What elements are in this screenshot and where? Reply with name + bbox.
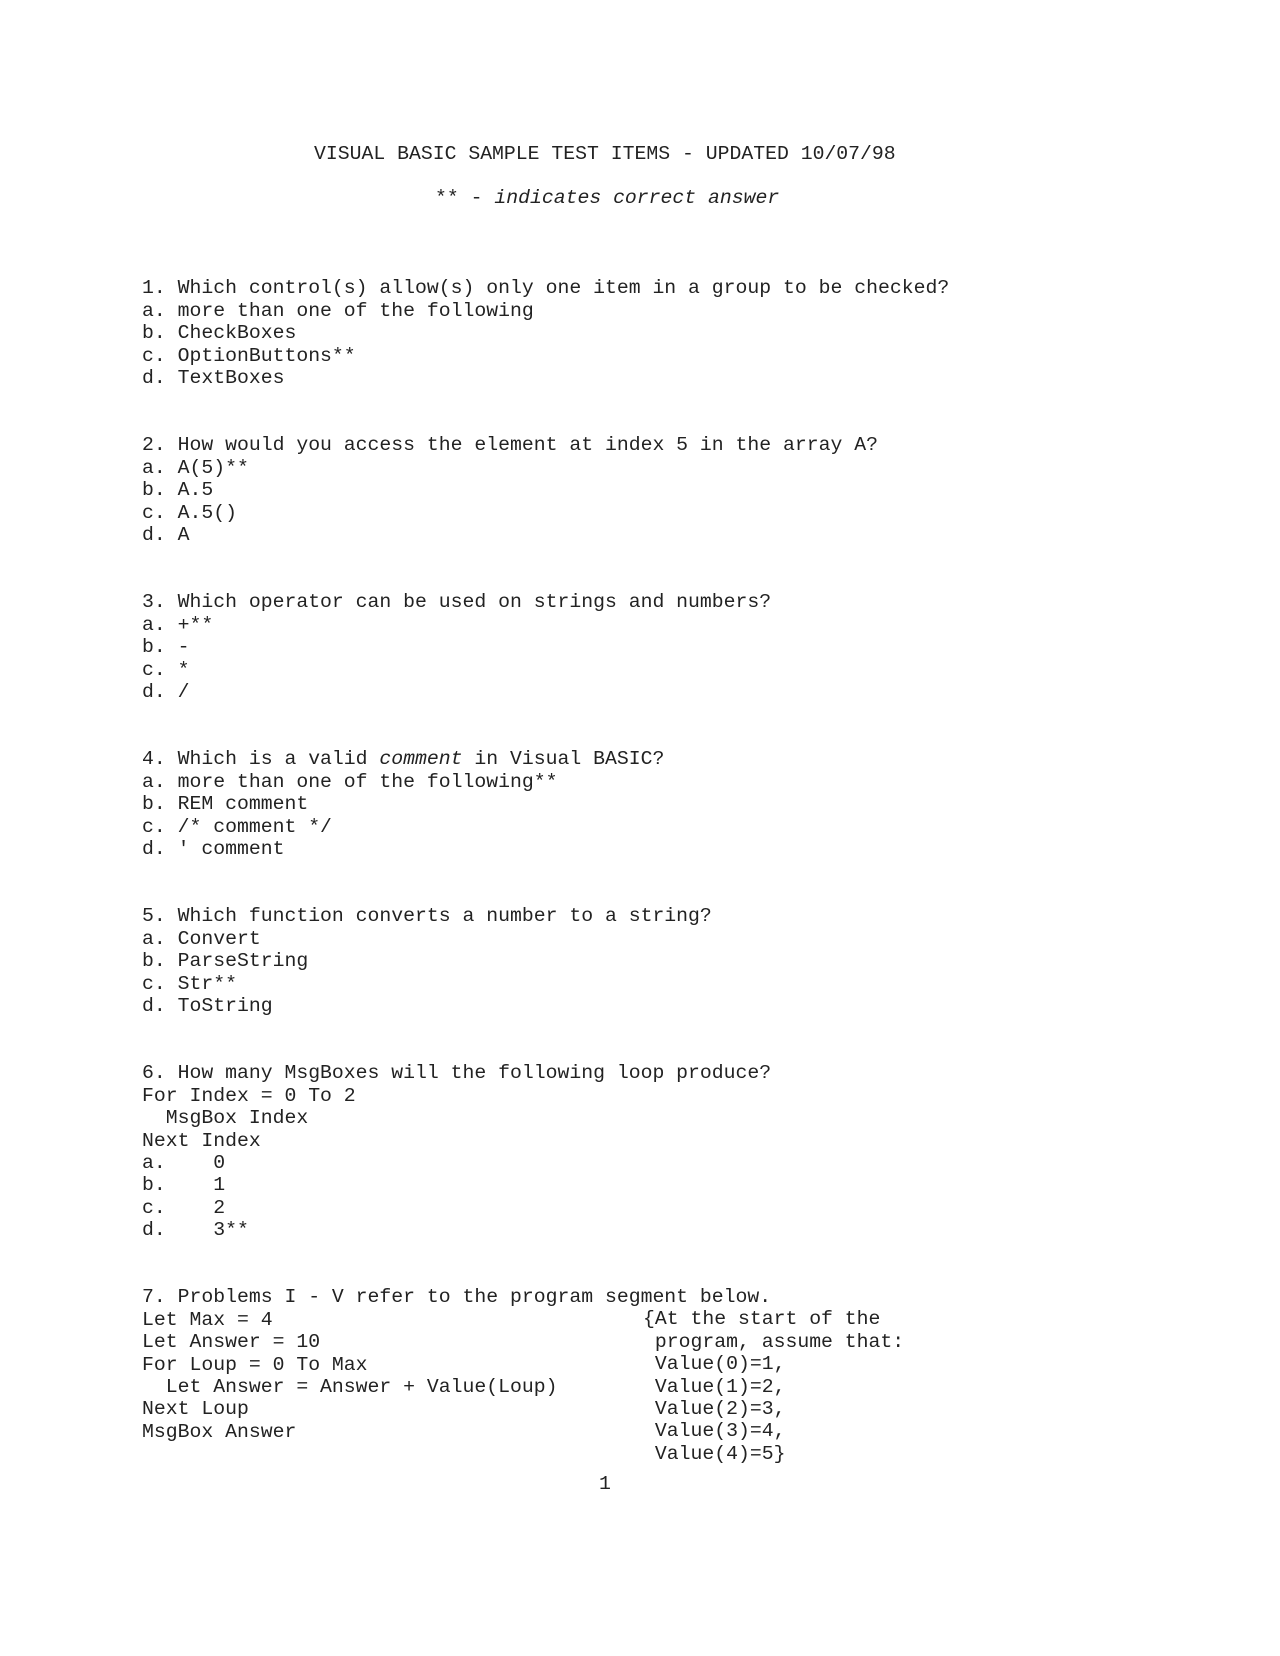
option: d. / xyxy=(142,680,190,703)
question-text: 7. Problems I - V refer to the program segment below. xyxy=(142,1286,772,1309)
question-5 xyxy=(142,883,712,1040)
question-3 xyxy=(142,569,771,726)
answer-key-text: indicates correct answer xyxy=(494,187,780,209)
option: a. A(5)** xyxy=(142,456,249,479)
question-1 xyxy=(142,255,949,412)
code-line: Let Answer = 10 xyxy=(142,1331,321,1354)
question-text-part: 4. Which is a valid xyxy=(142,748,380,771)
option: c. A.5() xyxy=(142,501,237,524)
option: a. 0 xyxy=(142,1151,226,1174)
question-text: 3. Which operator can be used on strings and numbers? xyxy=(142,591,772,614)
option: d. A xyxy=(142,523,190,546)
option: b. REM comment xyxy=(142,793,309,816)
code-line: MsgBox Index xyxy=(142,1107,309,1130)
code-line: Next Index xyxy=(142,1129,261,1152)
option: c. OptionButtons** xyxy=(142,344,356,367)
note-line: Value(0)=1, xyxy=(643,1353,786,1376)
note-line: Value(4)=5} xyxy=(643,1442,786,1465)
option: c. * xyxy=(142,658,190,681)
option: c. Str** xyxy=(142,972,237,995)
note-line: {At the start of the xyxy=(643,1308,881,1331)
option: a. Convert xyxy=(142,927,261,950)
option: c. 2 xyxy=(142,1196,226,1219)
option: b. A.5 xyxy=(142,479,214,502)
option: d. ' comment xyxy=(142,837,285,860)
option: b. 1 xyxy=(142,1174,226,1197)
option: b. - xyxy=(142,636,190,659)
option: a. more than one of the following** xyxy=(142,770,558,793)
question-text: 2. How would you access the element at index 5 in the array A? xyxy=(142,434,878,457)
code-line: Let Answer = Answer + Value(Loup) xyxy=(142,1375,558,1398)
note-line: Value(2)=3, xyxy=(643,1397,786,1420)
page-title: VISUAL BASIC SAMPLE TEST ITEMS - UPDATED 10/07/98 xyxy=(314,143,896,165)
code-line: Next Loup xyxy=(142,1398,249,1421)
question-text: 6. How many MsgBoxes will the following loop produce? xyxy=(142,1062,772,1085)
option: a. +** xyxy=(142,613,214,636)
note-line: Value(1)=2, xyxy=(643,1375,786,1398)
note-line: program, assume that: xyxy=(643,1330,905,1353)
question-emphasis: comment xyxy=(379,748,463,771)
question-text-part: in Visual BASIC? xyxy=(462,748,665,771)
question-6 xyxy=(142,1040,771,1264)
question-4 xyxy=(142,726,664,883)
question-text: 1. Which control(s) allow(s) only one item in a group to be checked? xyxy=(142,277,950,300)
option: d. TextBoxes xyxy=(142,366,285,389)
code-line: For Index = 0 To 2 xyxy=(142,1084,356,1107)
page-number: 1 xyxy=(599,1473,611,1495)
question-text: 5. Which function converts a number to a string? xyxy=(142,905,712,928)
question-2 xyxy=(142,412,878,569)
option: b. CheckBoxes xyxy=(142,322,297,345)
option: d. ToString xyxy=(142,994,273,1017)
option: c. /* comment */ xyxy=(142,815,332,838)
code-line: MsgBox Answer xyxy=(142,1420,297,1443)
code-line: For Loup = 0 To Max xyxy=(142,1353,368,1376)
option: a. more than one of the following xyxy=(142,299,534,322)
option: d. 3** xyxy=(142,1219,249,1242)
option: b. ParseString xyxy=(142,950,309,973)
question-text xyxy=(142,748,664,770)
answer-key-note xyxy=(435,187,779,209)
stars: ** - xyxy=(435,187,495,209)
code-line: Let Max = 4 xyxy=(142,1308,273,1331)
question-7-note xyxy=(643,1286,904,1488)
note-line: Value(3)=4, xyxy=(643,1420,786,1443)
